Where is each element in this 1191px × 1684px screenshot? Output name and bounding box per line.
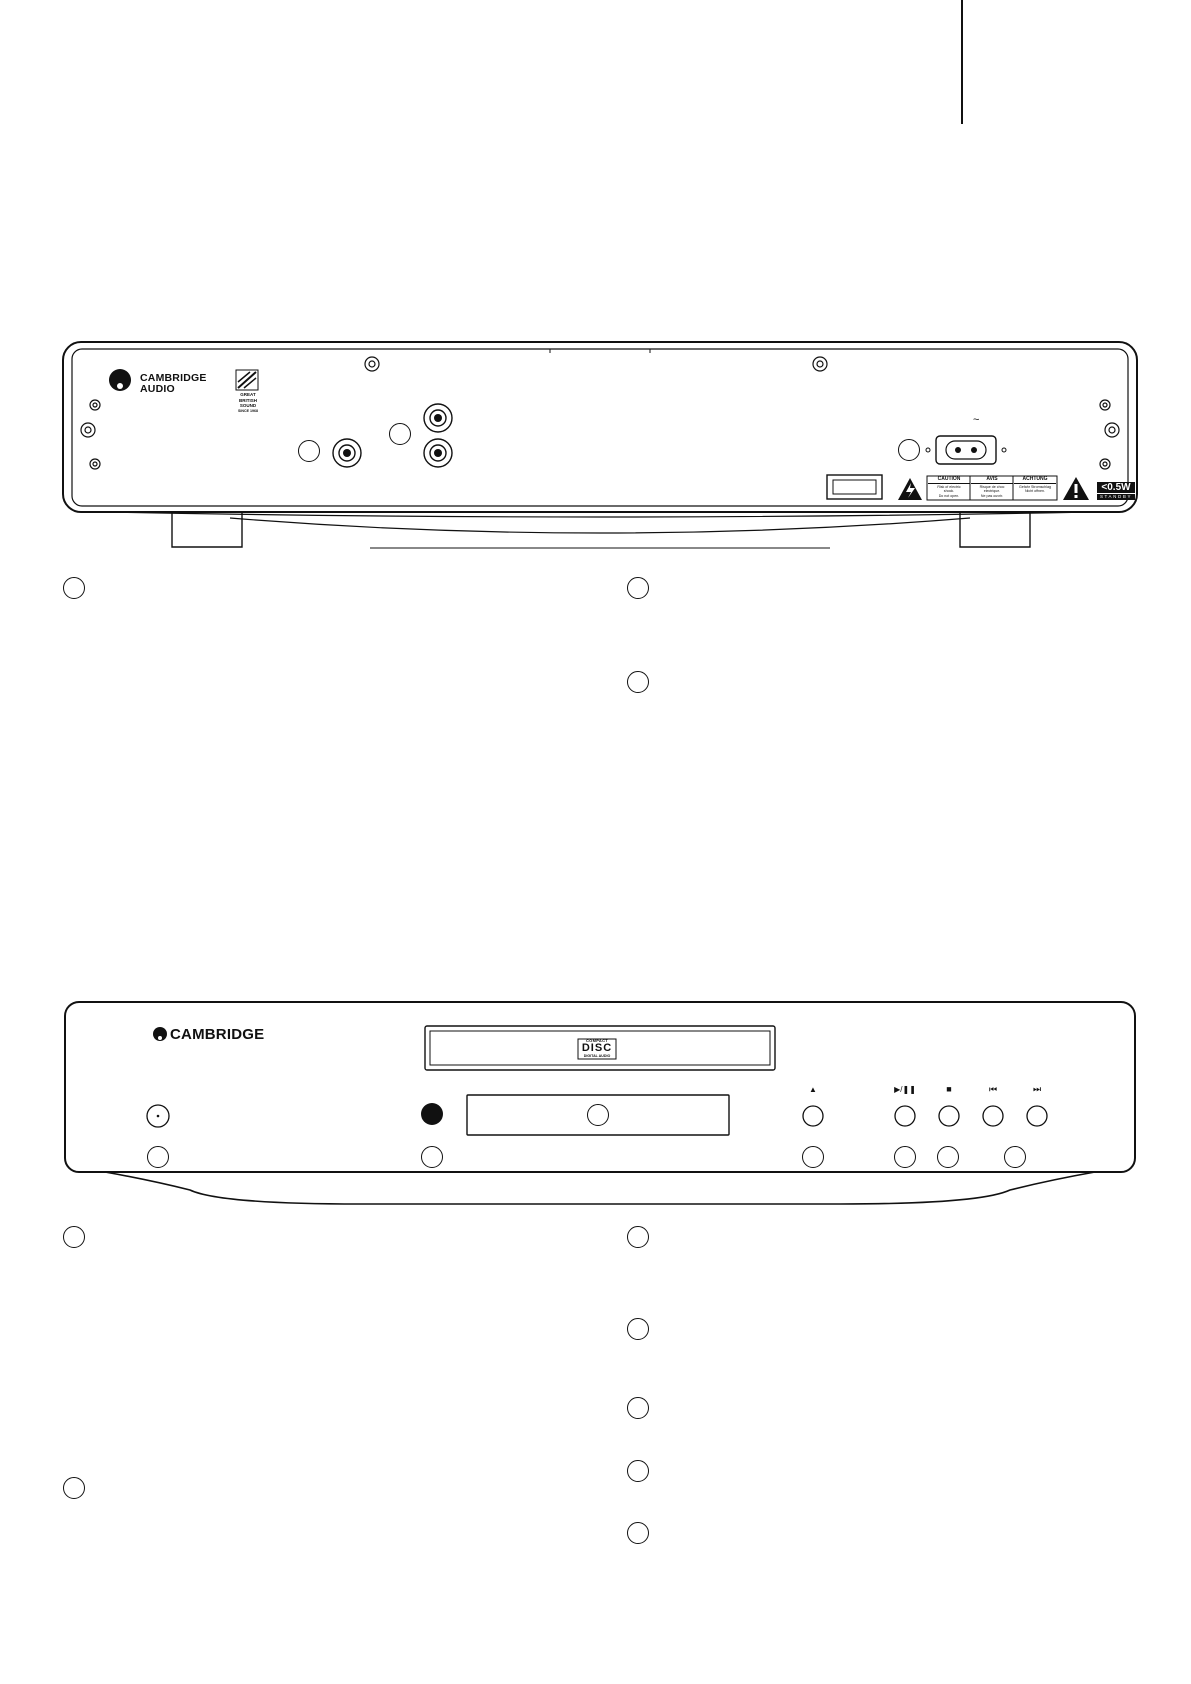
front-brand: CAMBRIDGE — [170, 1026, 265, 1043]
warning-body: Gefahr Stromschlag — [1019, 484, 1051, 489]
warning-body: Risk of electric — [937, 484, 961, 489]
callout-front-4 — [627, 1318, 649, 1340]
callout-front-play — [894, 1146, 916, 1168]
stop-icon: ■ — [946, 1084, 952, 1094]
callout-front-7 — [627, 1522, 649, 1544]
cd-logo-top: COMPACT — [585, 1038, 609, 1043]
cd-logo-main: DISC — [581, 1042, 613, 1054]
callout-front-ir — [421, 1146, 443, 1168]
ac-power-symbol: ~ — [973, 414, 980, 426]
warning-title: ACHTUNG — [1014, 477, 1056, 484]
callout-front-6 — [627, 1460, 649, 1482]
warning-body: shock. — [943, 489, 955, 494]
badge-line: SOUND — [239, 403, 257, 408]
warning-title: CAUTION — [928, 477, 970, 484]
callout-front-display — [587, 1104, 609, 1126]
standby-button[interactable] — [147, 1105, 169, 1127]
warning-label-avis — [971, 477, 1013, 498]
badge-line: SINCE 1968 — [238, 408, 258, 413]
british-sound-badge — [234, 392, 262, 414]
warning-title: AVIS — [971, 477, 1013, 484]
callout-rear-1 — [63, 577, 85, 599]
cd-logo-bottom: DIGITAL AUDIO — [583, 1054, 611, 1058]
standby-power-label: STANDBY — [1097, 493, 1135, 500]
warning-label-achtung — [1014, 477, 1056, 494]
callout-rear-3 — [627, 671, 649, 693]
warning-label-caution — [928, 477, 970, 498]
warning-body: Ne pas ouvrir. — [980, 493, 1004, 498]
rear-panel-diagram — [60, 340, 1140, 555]
warning-body: Nicht offnen. — [1024, 489, 1046, 494]
compact-disc-logo — [572, 1038, 622, 1059]
standby-power-badge — [1097, 482, 1135, 500]
skip-back-icon: ⏮ — [988, 1084, 998, 1094]
badge-line: BRITISH — [239, 397, 257, 403]
rear-panel-outline — [60, 340, 1140, 555]
rear-brand-line1: CAMBRIDGE — [140, 372, 207, 384]
callout-rear-digital-out — [298, 440, 320, 462]
stop-button[interactable] — [939, 1106, 959, 1126]
callout-front-eject — [802, 1146, 824, 1168]
callout-rear-power-inlet — [898, 439, 920, 461]
callout-front-standby — [147, 1146, 169, 1168]
callout-front-5 — [627, 1397, 649, 1419]
skip-forward-button[interactable] — [1027, 1106, 1047, 1126]
warning-body: electrique. — [983, 489, 1001, 494]
skip-forward-icon: ⏭ — [1032, 1084, 1042, 1094]
standby-power-value: <0.5W — [1101, 482, 1131, 493]
warning-body: Do not open. — [938, 493, 960, 498]
skip-back-button[interactable] — [983, 1106, 1003, 1126]
play-pause-button[interactable] — [895, 1106, 915, 1126]
callout-rear-2 — [627, 577, 649, 599]
play-pause-icon: ▶/❚❚ — [894, 1085, 916, 1094]
callout-front-1 — [63, 1226, 85, 1248]
page-edge-rule — [961, 0, 963, 124]
badge-line: GREAT — [240, 392, 256, 397]
eject-icon: ▲ — [809, 1085, 817, 1094]
callout-front-3 — [627, 1226, 649, 1248]
callout-front-stop — [937, 1146, 959, 1168]
warning-body: Risque de choc — [979, 484, 1005, 489]
callout-front-skip — [1004, 1146, 1026, 1168]
rear-brand-line2: AUDIO — [140, 383, 175, 395]
front-panel-diagram — [60, 1000, 1140, 1210]
callout-rear-analogue-out — [389, 423, 411, 445]
eject-button[interactable] — [803, 1106, 823, 1126]
callout-front-2 — [63, 1477, 85, 1499]
